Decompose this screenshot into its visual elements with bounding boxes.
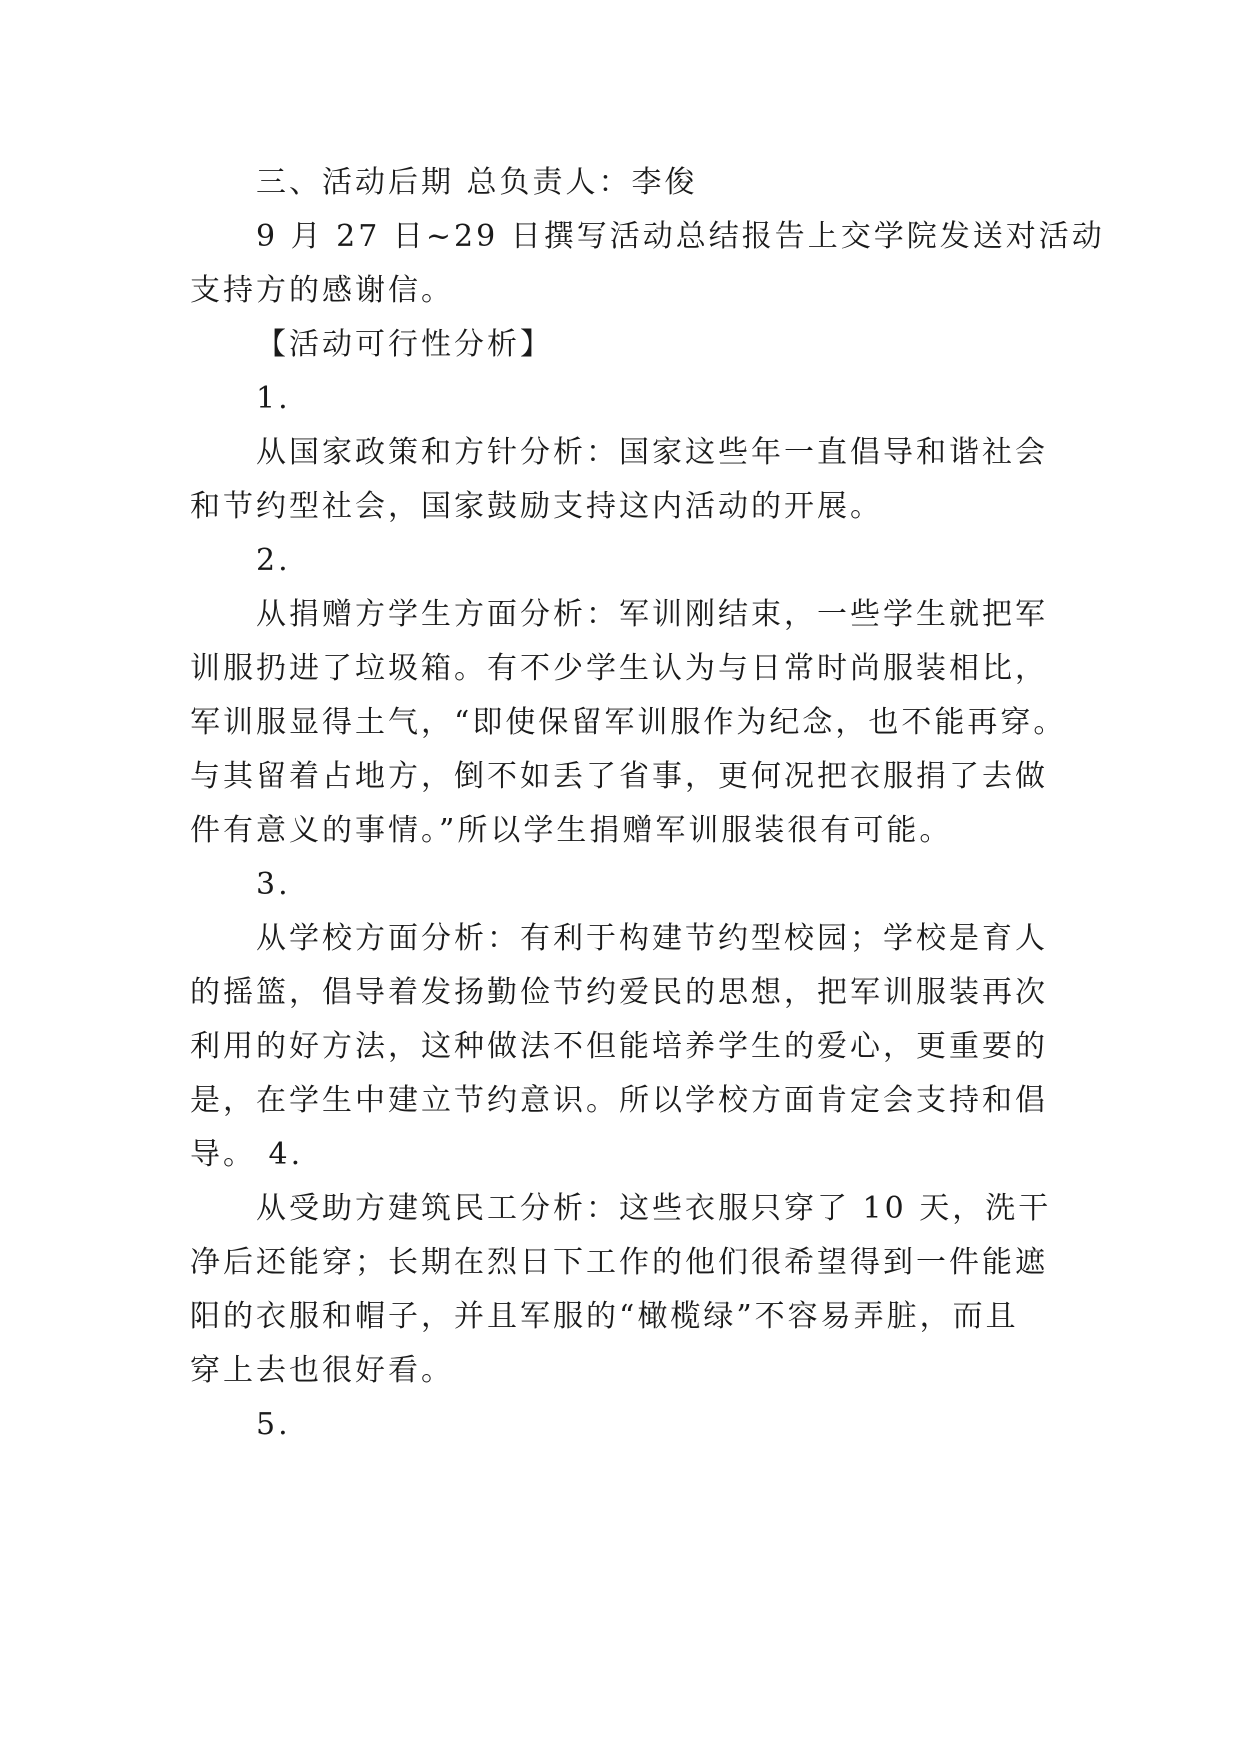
section-heading-feasibility: 【活动可行性分析】	[256, 327, 553, 362]
paragraph-line: 和节约型社会，国家鼓励支持这内活动的开展。	[190, 489, 883, 524]
paragraph-line: 穿上去也很好看。	[190, 1353, 454, 1388]
paragraph-line: 是，在学生中建立节约意识。所以学校方面肯定会支持和倡	[190, 1083, 1048, 1118]
paragraph-line-with-number-4: 导。 4.	[190, 1137, 304, 1172]
paragraph-line: 9 月 27 日~29 日撰写活动总结报告上交学院发送对活动	[256, 219, 1105, 254]
list-number-3: 3.	[256, 867, 291, 902]
list-number-1: 1.	[256, 381, 291, 416]
paragraph-line: 的摇篮，倡导着发扬勤俭节约爱民的思想，把军训服装再次	[190, 975, 1048, 1010]
paragraph-line: 支持方的感谢信。	[190, 273, 454, 308]
paragraph-line: 净后还能穿；长期在烈日下工作的他们很希望得到一件能遮	[190, 1245, 1048, 1280]
paragraph-line: 阳的衣服和帽子，并且军服的“橄榄绿”不容易弄脏，而且	[190, 1299, 1019, 1334]
paragraph-line: 军训服显得土气，“即使保留军训服作为纪念，也不能再穿。	[190, 705, 1067, 740]
paragraph-line: 从捐赠方学生方面分析：军训刚结束，一些学生就把军	[256, 597, 1048, 632]
paragraph-line: 与其留着占地方，倒不如丢了省事，更何况把衣服捐了去做	[190, 759, 1048, 794]
paragraph-line: 利用的好方法，这种做法不但能培养学生的爱心，更重要的	[190, 1029, 1048, 1064]
paragraph-line: 从受助方建筑民工分析：这些衣服只穿了 10 天，洗干	[256, 1191, 1052, 1226]
section-heading-phase-three: 三、活动后期 总负责人：李俊	[256, 165, 698, 200]
body-text	[190, 156, 1105, 1452]
list-number-5: 5.	[256, 1407, 291, 1442]
list-number-2: 2.	[256, 543, 291, 578]
paragraph-line: 件有意义的事情。”所以学生捐赠军训服装很有可能。	[190, 813, 953, 848]
paragraph-line: 训服扔进了垃圾箱。有不少学生认为与日常时尚服装相比，	[190, 651, 1048, 686]
paragraph-line: 从学校方面分析：有利于构建节约型校园；学校是育人	[256, 921, 1048, 956]
paragraph-line: 从国家政策和方针分析：国家这些年一直倡导和谐社会	[256, 435, 1048, 470]
